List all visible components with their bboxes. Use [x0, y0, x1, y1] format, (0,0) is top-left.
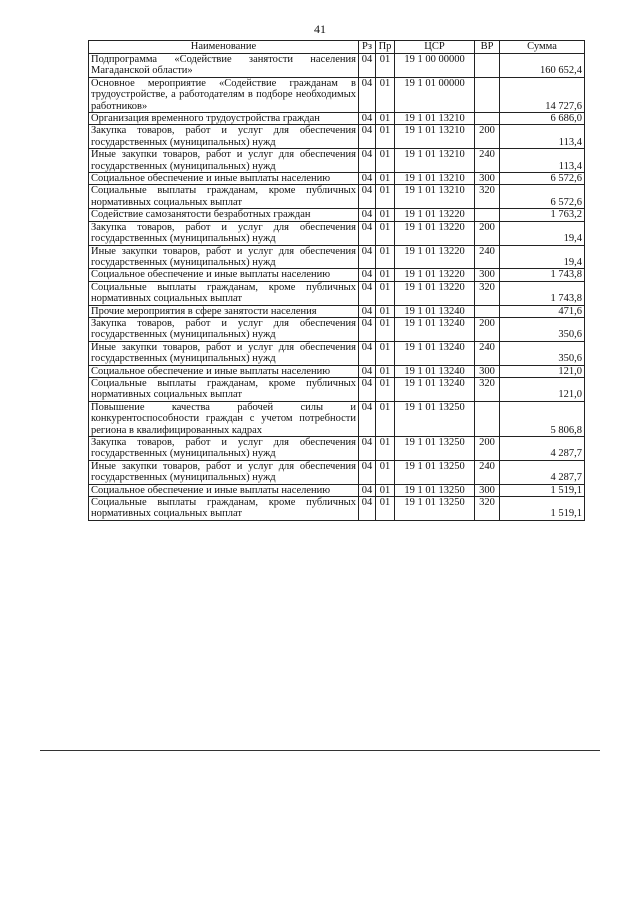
table-row — [89, 54, 585, 78]
table-row — [89, 149, 585, 173]
cell-name: Иные закупки товаров, работ и услуг для обеспечения государственных (муниципальных) нужд — [89, 341, 359, 365]
table-row — [89, 209, 585, 221]
cell-sum: 350,6 — [500, 341, 585, 365]
cell-sum: 1 743,8 — [500, 269, 585, 281]
cell-csr: 19 1 01 00000 — [395, 77, 475, 112]
cell-vr: 200 — [475, 317, 500, 341]
cell-pr: 01 — [376, 401, 395, 436]
cell-name: Повышение качества рабочей силы и конкурентоспособности граждан с учетом потребности региона в квалифицированных кадрах — [89, 401, 359, 436]
table-row — [89, 305, 585, 317]
cell-pr: 01 — [376, 305, 395, 317]
header-pr: Пр — [376, 41, 395, 54]
cell-pr: 01 — [376, 113, 395, 125]
cell-pr: 01 — [376, 377, 395, 401]
cell-vr — [475, 401, 500, 436]
cell-rz: 04 — [359, 305, 376, 317]
cell-vr: 320 — [475, 377, 500, 401]
cell-pr: 01 — [376, 365, 395, 377]
cell-name: Иные закупки товаров, работ и услуг для обеспечения государственных (муниципальных) нужд — [89, 149, 359, 173]
cell-name: Социальное обеспечение и иные выплаты населению — [89, 365, 359, 377]
cell-sum: 471,6 — [500, 305, 585, 317]
cell-pr: 01 — [376, 281, 395, 305]
cell-sum: 4 287,7 — [500, 437, 585, 461]
cell-sum: 113,4 — [500, 125, 585, 149]
table-row — [89, 113, 585, 125]
cell-pr: 01 — [376, 149, 395, 173]
cell-sum: 6 686,0 — [500, 113, 585, 125]
header-rz: Рз — [359, 41, 376, 54]
cell-name: Социальные выплаты гражданам, кроме публичных нормативных социальных выплат — [89, 377, 359, 401]
table-body — [89, 54, 585, 521]
cell-pr: 01 — [376, 221, 395, 245]
cell-rz: 04 — [359, 113, 376, 125]
table-header — [89, 41, 585, 54]
cell-pr: 01 — [376, 209, 395, 221]
cell-rz: 04 — [359, 341, 376, 365]
cell-csr: 19 1 01 13250 — [395, 401, 475, 436]
cell-name: Социальные выплаты гражданам, кроме публичных нормативных социальных выплат — [89, 281, 359, 305]
cell-vr: 320 — [475, 281, 500, 305]
cell-rz: 04 — [359, 317, 376, 341]
page-number: 41 — [314, 22, 326, 36]
cell-name: Основное мероприятие «Содействие гражданам в трудоустройстве, а работодателям в подборе необходимых работников» — [89, 77, 359, 112]
cell-rz: 04 — [359, 185, 376, 209]
cell-vr — [475, 54, 500, 78]
cell-sum: 160 652,4 — [500, 54, 585, 78]
cell-vr: 200 — [475, 125, 500, 149]
cell-name: Содействие самозанятости безработных граждан — [89, 209, 359, 221]
table-row — [89, 484, 585, 496]
cell-pr: 01 — [376, 437, 395, 461]
cell-pr: 01 — [376, 54, 395, 78]
cell-pr: 01 — [376, 497, 395, 521]
cell-name: Социальное обеспечение и иные выплаты населению — [89, 269, 359, 281]
cell-vr: 240 — [475, 341, 500, 365]
table-row — [89, 185, 585, 209]
table-row — [89, 245, 585, 269]
cell-name: Социальные выплаты гражданам, кроме публичных нормативных социальных выплат — [89, 497, 359, 521]
cell-csr: 19 1 01 13220 — [395, 221, 475, 245]
cell-rz: 04 — [359, 484, 376, 496]
cell-vr: 320 — [475, 497, 500, 521]
cell-vr: 200 — [475, 221, 500, 245]
cell-rz: 04 — [359, 209, 376, 221]
cell-sum: 1 763,2 — [500, 209, 585, 221]
cell-vr: 240 — [475, 149, 500, 173]
cell-csr: 19 1 01 13210 — [395, 173, 475, 185]
header-sum: Сумма — [500, 41, 585, 54]
cell-pr: 01 — [376, 484, 395, 496]
cell-vr — [475, 305, 500, 317]
cell-sum: 5 806,8 — [500, 401, 585, 436]
cell-name: Социальные выплаты гражданам, кроме публичных нормативных социальных выплат — [89, 185, 359, 209]
cell-sum: 113,4 — [500, 149, 585, 173]
cell-rz: 04 — [359, 401, 376, 436]
cell-pr: 01 — [376, 125, 395, 149]
cell-csr: 19 1 01 13250 — [395, 484, 475, 496]
cell-csr: 19 1 01 13240 — [395, 305, 475, 317]
cell-csr: 19 1 01 13210 — [395, 125, 475, 149]
cell-name: Организация временного трудоустройства граждан — [89, 113, 359, 125]
cell-csr: 19 1 00 00000 — [395, 54, 475, 78]
cell-vr: 240 — [475, 460, 500, 484]
table-row — [89, 125, 585, 149]
cell-rz: 04 — [359, 125, 376, 149]
cell-pr: 01 — [376, 185, 395, 209]
cell-csr: 19 1 01 13210 — [395, 185, 475, 209]
cell-pr: 01 — [376, 173, 395, 185]
table-row — [89, 341, 585, 365]
cell-pr: 01 — [376, 460, 395, 484]
cell-sum: 19,4 — [500, 245, 585, 269]
cell-vr: 300 — [475, 173, 500, 185]
cell-vr: 200 — [475, 437, 500, 461]
header-name: Наименование — [89, 41, 359, 54]
cell-name: Социальное обеспечение и иные выплаты населению — [89, 484, 359, 496]
table-row — [89, 437, 585, 461]
cell-csr: 19 1 01 13220 — [395, 209, 475, 221]
footer-divider — [40, 750, 600, 751]
cell-csr: 19 1 01 13240 — [395, 377, 475, 401]
cell-name: Закупка товаров, работ и услуг для обеспечения государственных (муниципальных) нужд — [89, 437, 359, 461]
header-vr: ВР — [475, 41, 500, 54]
cell-csr: 19 1 01 13250 — [395, 497, 475, 521]
cell-vr — [475, 77, 500, 112]
cell-rz: 04 — [359, 460, 376, 484]
cell-sum: 121,0 — [500, 377, 585, 401]
cell-vr: 300 — [475, 269, 500, 281]
cell-name: Закупка товаров, работ и услуг для обеспечения государственных (муниципальных) нужд — [89, 317, 359, 341]
cell-csr: 19 1 01 13220 — [395, 245, 475, 269]
budget-table — [88, 40, 585, 521]
table-row — [89, 173, 585, 185]
cell-pr: 01 — [376, 341, 395, 365]
cell-sum: 1 519,1 — [500, 497, 585, 521]
cell-name: Подпрограмма «Содействие занятости населения Магаданской области» — [89, 54, 359, 78]
cell-rz: 04 — [359, 437, 376, 461]
cell-rz: 04 — [359, 221, 376, 245]
cell-vr: 240 — [475, 245, 500, 269]
cell-rz: 04 — [359, 365, 376, 377]
cell-sum: 1 519,1 — [500, 484, 585, 496]
header-row — [89, 41, 585, 54]
cell-name: Прочие мероприятия в сфере занятости населения — [89, 305, 359, 317]
cell-sum: 6 572,6 — [500, 185, 585, 209]
cell-rz: 04 — [359, 377, 376, 401]
cell-rz: 04 — [359, 281, 376, 305]
table-row — [89, 281, 585, 305]
cell-csr: 19 1 01 13250 — [395, 437, 475, 461]
cell-csr: 19 1 01 13250 — [395, 460, 475, 484]
cell-pr: 01 — [376, 245, 395, 269]
cell-pr: 01 — [376, 77, 395, 112]
cell-vr: 300 — [475, 365, 500, 377]
cell-rz: 04 — [359, 269, 376, 281]
cell-rz: 04 — [359, 77, 376, 112]
cell-name: Иные закупки товаров, работ и услуг для обеспечения государственных (муниципальных) нужд — [89, 460, 359, 484]
cell-vr: 320 — [475, 185, 500, 209]
cell-rz: 04 — [359, 245, 376, 269]
cell-sum: 14 727,6 — [500, 77, 585, 112]
cell-csr: 19 1 01 13220 — [395, 281, 475, 305]
cell-csr: 19 1 01 13210 — [395, 149, 475, 173]
header-csr: ЦСР — [395, 41, 475, 54]
cell-sum: 6 572,6 — [500, 173, 585, 185]
cell-csr: 19 1 01 13240 — [395, 365, 475, 377]
table-row — [89, 377, 585, 401]
cell-csr: 19 1 01 13240 — [395, 317, 475, 341]
cell-sum: 121,0 — [500, 365, 585, 377]
cell-name: Иные закупки товаров, работ и услуг для обеспечения государственных (муниципальных) нужд — [89, 245, 359, 269]
cell-sum: 350,6 — [500, 317, 585, 341]
table-row — [89, 460, 585, 484]
cell-vr — [475, 113, 500, 125]
cell-csr: 19 1 01 13240 — [395, 341, 475, 365]
cell-sum: 4 287,7 — [500, 460, 585, 484]
cell-rz: 04 — [359, 54, 376, 78]
cell-csr: 19 1 01 13220 — [395, 269, 475, 281]
table-row — [89, 269, 585, 281]
table-row — [89, 221, 585, 245]
cell-vr — [475, 209, 500, 221]
cell-rz: 04 — [359, 149, 376, 173]
table-row — [89, 401, 585, 436]
cell-name: Социальное обеспечение и иные выплаты населению — [89, 173, 359, 185]
cell-sum: 19,4 — [500, 221, 585, 245]
cell-rz: 04 — [359, 173, 376, 185]
cell-csr: 19 1 01 13210 — [395, 113, 475, 125]
table-row — [89, 497, 585, 521]
cell-name: Закупка товаров, работ и услуг для обеспечения государственных (муниципальных) нужд — [89, 221, 359, 245]
table-row — [89, 317, 585, 341]
cell-vr: 300 — [475, 484, 500, 496]
cell-name: Закупка товаров, работ и услуг для обеспечения государственных (муниципальных) нужд — [89, 125, 359, 149]
table-row — [89, 365, 585, 377]
cell-rz: 04 — [359, 497, 376, 521]
cell-pr: 01 — [376, 269, 395, 281]
table-row — [89, 77, 585, 112]
cell-sum: 1 743,8 — [500, 281, 585, 305]
cell-pr: 01 — [376, 317, 395, 341]
